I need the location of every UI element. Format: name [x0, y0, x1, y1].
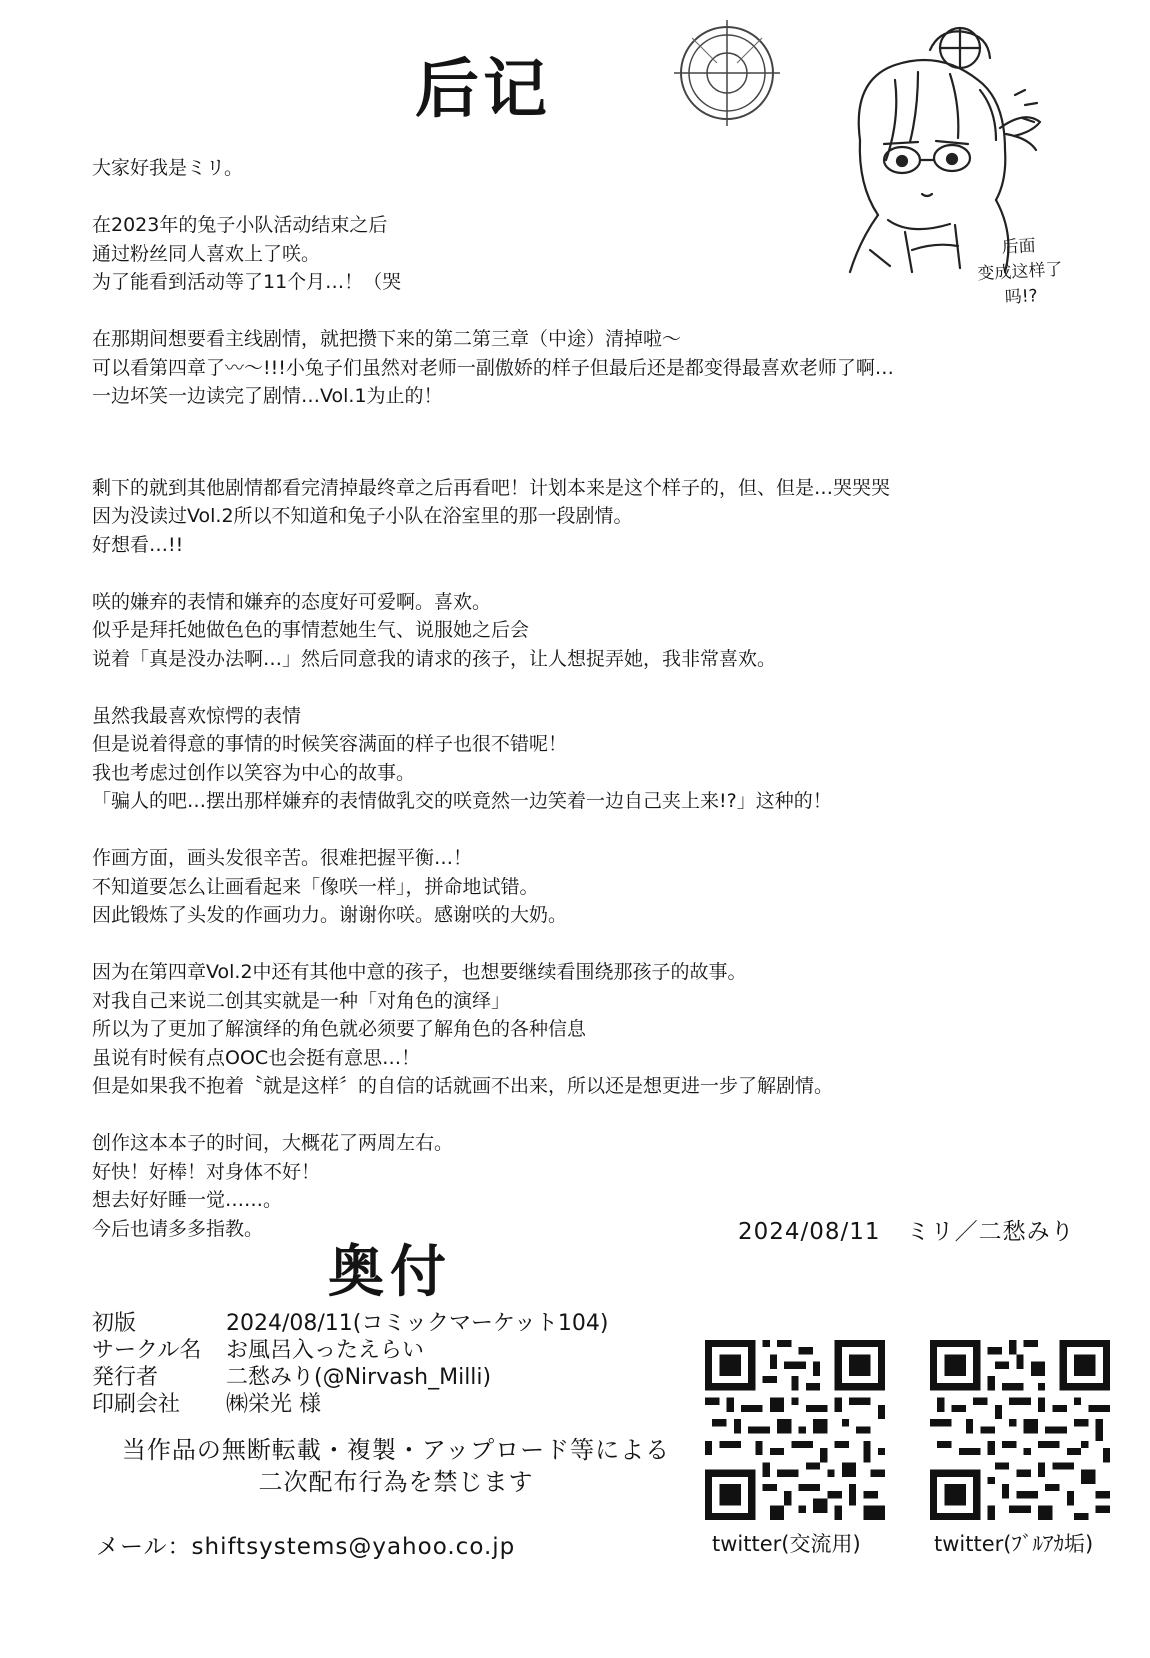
- text-line: 可以看第四章了〰〜!!!小兔子们虽然对老师一副傲娇的样子但最后还是都变得最喜欢老师了啊…: [92, 356, 894, 379]
- paragraph: [92, 325, 1052, 411]
- colophon-label: 発行者: [92, 1365, 159, 1390]
- text-line: 说着「真是没办法啊…」然后同意我的请求的孩子，让人想捉弄她，我非常喜欢。: [92, 647, 777, 670]
- text-line: 因为没读过Vol.2所以不知道和兔子小队在浴室里的那一段剧情。: [92, 505, 633, 527]
- text-line: 虽说有时候有点OOC也会挺有意思…！: [92, 1046, 421, 1069]
- text-line: 通过粉丝同人喜欢上了咲。: [92, 242, 321, 265]
- qr-code-twitter-social-icon: [705, 1340, 885, 1520]
- paragraph: [92, 154, 1052, 183]
- colophon-value: お風呂入ったえらい: [226, 1338, 425, 1363]
- paragraph: [92, 958, 1052, 1101]
- text-line: 今后也请多多指教。: [92, 1217, 264, 1240]
- text-line: 在2023年的兔子小队活动结束之后: [92, 214, 388, 236]
- paragraph: [92, 474, 1052, 560]
- colophon-table: [92, 1310, 608, 1418]
- paragraph: [92, 211, 1052, 297]
- paragraph: [92, 844, 1052, 930]
- text-line: 创作这本本子的时间，大概花了两周左右。: [92, 1132, 454, 1154]
- text-line: 好想看…!!: [92, 533, 184, 556]
- text-line: 咲的嫌弃的表情和嫌弃的态度好可爱啊。喜欢。: [92, 590, 492, 613]
- text-line: 想去好好睡一觉……。: [92, 1189, 283, 1211]
- qr-label: twitter(ﾌﾞﾙｱｶ垢): [934, 1532, 1094, 1556]
- text-line: 作画方面，画头发很辛苦。很难把握平衡…！: [92, 847, 473, 869]
- page-title: 后记: [415, 53, 551, 127]
- text-line: 虽然我最喜欢惊愕的表情: [92, 704, 302, 727]
- text-line: 大家好我是ミリ。: [92, 157, 244, 179]
- text-line: 一边坏笑一边读完了剧情…Vol.1为止的！: [92, 385, 443, 407]
- colophon-title: 奥付: [328, 1240, 452, 1305]
- contact-email: メール：shiftsystems@yahoo.co.jp: [96, 1534, 516, 1560]
- paragraph: [92, 588, 1052, 674]
- signature: [738, 1213, 1075, 1246]
- notice-line: 二次配布行為を禁じます: [258, 1468, 534, 1496]
- signature-author: ミリ／二愁みり: [906, 1219, 1075, 1245]
- text-line: 但是说着得意的事情的时候笑容满面的样子也很不错呢！: [92, 733, 568, 755]
- sketch-caption-line: 变成这样了: [977, 259, 1063, 285]
- sketch-caption-line: 后面: [1001, 236, 1037, 258]
- text-line: 不知道要怎么让画看起来「像咲一样」，拼命地试错。: [92, 875, 539, 898]
- text-line: 在那期间想要看主线剧情，就把攒下来的第二第三章（中途）清掉啦〜: [92, 328, 682, 350]
- paragraph: [92, 702, 1052, 816]
- colophon-label: 初版: [92, 1311, 137, 1336]
- text-line: 我也考虑过创作以笑容为中心的故事。: [92, 761, 416, 784]
- colophon-label: 印刷会社: [92, 1392, 181, 1417]
- colophon-row: [92, 1310, 608, 1337]
- qr-label: twitter(交流用): [712, 1532, 861, 1556]
- text-line: 对我自己来说二创其实就是一种「对角色的演绎」: [92, 989, 511, 1012]
- colophon-label: サークル名: [92, 1338, 202, 1363]
- colophon-row: [92, 1364, 608, 1391]
- text-line: 「骗人的吧…摆出那样嫌弃的表情做乳交的咲竟然一边笑着一边自己夹上来!?」这种的！: [92, 790, 832, 812]
- text-line: 所以为了更加了解演绎的角色就必须要了解角色的各种信息: [92, 1018, 587, 1040]
- text-line: 因此锻炼了头发的作画功力。谢谢你咲。感谢咲的大奶。: [92, 904, 568, 926]
- copyright-notice: [96, 1434, 696, 1498]
- notice-line: 当作品の無断転載・複製・アップロード等による: [121, 1436, 671, 1464]
- text-line: 好快！好棒！对身体不好！: [92, 1160, 321, 1183]
- text-line: 因为在第四章Vol.2中还有其他中意的孩子，也想要继续看围绕那孩子的故事。: [92, 961, 747, 983]
- text-line: 似乎是拜托她做色色的事情惹她生气、说服她之后会: [92, 619, 530, 641]
- afterword-body: [92, 154, 1052, 1243]
- qr-code-twitter-bluearchive-icon: [930, 1340, 1110, 1520]
- colophon-value: 二愁みり(@Nirvash_Milli): [226, 1365, 492, 1390]
- text-line: 但是如果我不抱着〝就是这样〞的自信的话就画不出来，所以还是想更进一步了解剧情。: [92, 1075, 834, 1097]
- text-line: 为了能看到活动等了11个月…！（哭: [92, 271, 402, 293]
- colophon-value: 2024/08/11(コミックマーケット104): [226, 1311, 609, 1336]
- signature-date: 2024/08/11: [738, 1219, 881, 1245]
- colophon-row: [92, 1391, 608, 1418]
- colophon-value: ㈱栄光 様: [226, 1392, 321, 1417]
- sketch-caption-line: 吗!?: [1004, 286, 1039, 308]
- halo-emblem-icon: [672, 18, 782, 128]
- colophon-row: [92, 1337, 608, 1364]
- text-line: 剩下的就到其他剧情都看完清掉最终章之后再看吧！计划本来是这个样子的，但、但是…哭哭哭: [92, 476, 891, 499]
